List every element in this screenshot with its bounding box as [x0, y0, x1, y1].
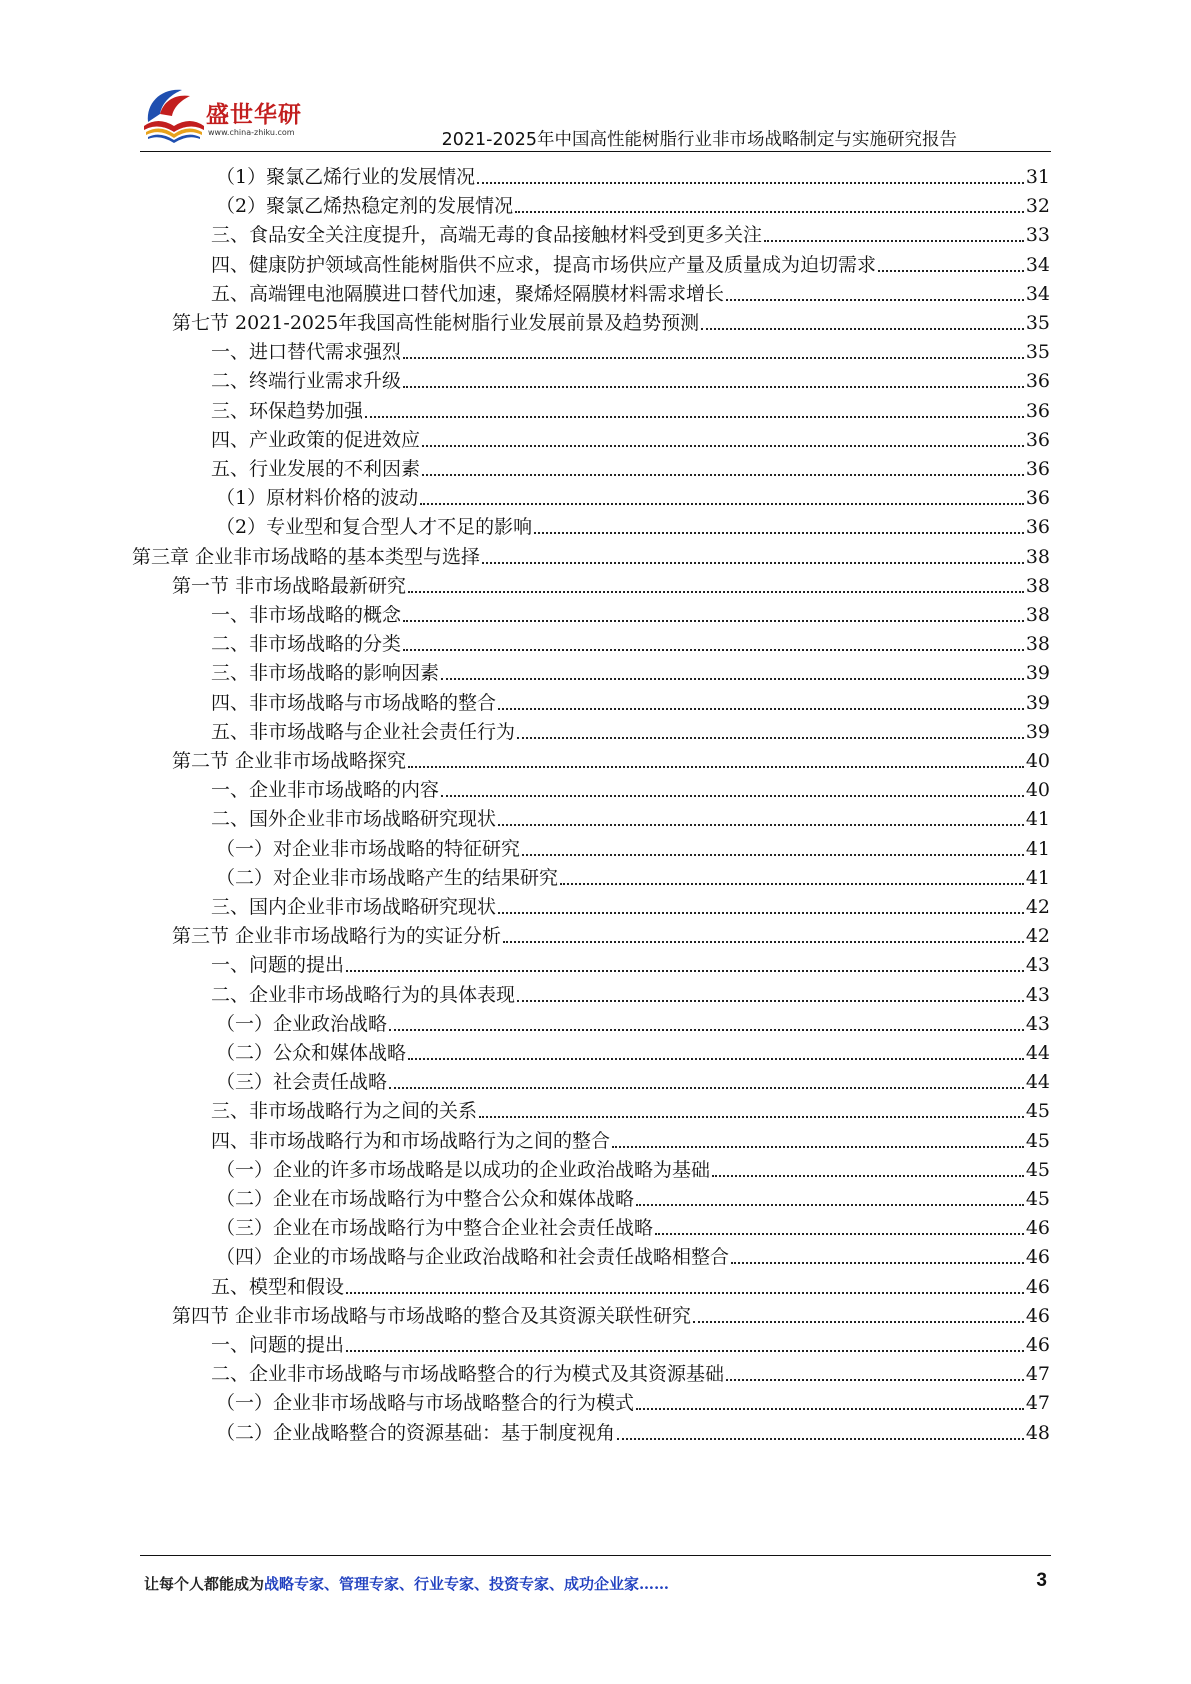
toc-entry-page: 46: [1025, 1217, 1050, 1240]
toc-dot-leader: [617, 1438, 1024, 1440]
toc-entry-label: （2）专业型和复合型人才不足的影响: [216, 516, 533, 539]
toc-dot-leader: [422, 474, 1024, 476]
toc-entry[interactable]: [172, 305, 1050, 335]
toc-entry-label: 三、国内企业非市场战略研究现状: [211, 896, 497, 918]
logo-name: 盛世华研: [206, 102, 302, 128]
logo-url: www.china-zhiku.com: [208, 128, 295, 137]
toc-entry[interactable]: [211, 626, 1050, 656]
toc-entry[interactable]: [211, 714, 1050, 744]
footer-divider: [140, 1555, 1051, 1556]
toc-entry-label: 一、企业非市场战略的内容: [211, 779, 440, 802]
toc-dot-leader: [441, 678, 1024, 680]
toc-dot-leader: [878, 270, 1024, 272]
toc-dot-leader: [403, 357, 1024, 359]
toc-dot-leader: [408, 1058, 1024, 1060]
toc-entry-label: （二）企业在市场战略行为中整合公众和媒体战略: [216, 1188, 635, 1210]
toc-entry[interactable]: [211, 685, 1050, 715]
toc-dot-leader: [346, 1350, 1024, 1352]
toc-entry[interactable]: [211, 363, 1050, 393]
toc-dot-leader: [764, 240, 1024, 242]
toc-entry-page: 42: [1025, 925, 1050, 948]
toc-entry-page: 45: [1025, 1100, 1050, 1123]
toc-entry-page: 48: [1025, 1421, 1050, 1444]
toc-dot-leader: [726, 1379, 1024, 1381]
toc-entry[interactable]: [211, 947, 1050, 977]
toc-dot-leader: [612, 1146, 1024, 1148]
toc-entry[interactable]: [211, 977, 1050, 1007]
toc-entry-page: 43: [1025, 954, 1050, 977]
toc-entry-label: 第三章 企业非市场战略的基本类型与选择: [132, 545, 481, 568]
toc-entry-page: 45: [1025, 1129, 1050, 1152]
toc-entry-label: 四、非市场战略行为和市场战略行为之间的整合: [211, 1129, 611, 1152]
toc-entry[interactable]: [216, 1239, 1050, 1269]
toc-entry-label: 第四节 企业非市场战略与市场战略的整合及其资源关联性研究: [172, 1304, 692, 1327]
toc-entry-page: 39: [1025, 662, 1050, 685]
toc-entry-page: 40: [1025, 779, 1050, 802]
toc-entry-label: 三、环保趋势加强: [211, 399, 364, 422]
toc-entry-page: 36: [1025, 458, 1050, 480]
toc-entry[interactable]: [211, 276, 1050, 306]
toc-entry[interactable]: [211, 1269, 1050, 1299]
toc-dot-leader: [408, 766, 1024, 768]
toc-dot-leader: [346, 1292, 1024, 1294]
toc-dot-leader: [701, 328, 1024, 330]
toc-entry[interactable]: [211, 1327, 1050, 1357]
toc-entry[interactable]: [211, 393, 1050, 423]
toc-dot-leader: [636, 1408, 1024, 1410]
toc-entry[interactable]: [132, 539, 1050, 569]
toc-entry-page: 36: [1025, 516, 1050, 539]
toc-entry[interactable]: [216, 831, 1050, 861]
toc-entry-page: 36: [1025, 370, 1050, 393]
toc-entry[interactable]: [216, 480, 1050, 510]
toc-entry-label: 二、国外企业非市场战略研究现状: [211, 808, 497, 831]
toc-dot-leader: [726, 299, 1024, 301]
toc-entry[interactable]: [211, 889, 1050, 919]
toc-dot-leader: [498, 912, 1024, 914]
toc-dot-leader: [482, 562, 1024, 564]
toc-entry-page: 44: [1025, 1071, 1050, 1094]
toc-entry-page: 39: [1025, 720, 1050, 743]
toc-entry[interactable]: [216, 188, 1050, 218]
toc-entry-page: 31: [1025, 166, 1050, 188]
toc-entry-page: 38: [1025, 545, 1050, 568]
toc-entry[interactable]: [216, 1415, 1050, 1445]
toc-dot-leader: [534, 532, 1024, 534]
toc-entry[interactable]: [216, 1210, 1050, 1240]
toc-entry[interactable]: [211, 1356, 1050, 1386]
toc-entry-page: 33: [1025, 224, 1050, 247]
toc-entry[interactable]: [172, 1298, 1050, 1328]
toc-entry[interactable]: [211, 334, 1050, 364]
toc-entry-label: 一、问题的提出: [211, 1334, 345, 1356]
toc-entry[interactable]: [211, 597, 1050, 627]
toc-dot-leader: [403, 620, 1024, 622]
toc-entry-page: 45: [1025, 1188, 1050, 1210]
toc-dot-leader: [441, 795, 1024, 797]
toc-dot-leader: [693, 1321, 1024, 1323]
toc-entry-label: （二）对企业非市场战略产生的结果研究: [216, 866, 559, 889]
footer-slogan: [144, 1573, 669, 1594]
toc-dot-leader: [731, 1262, 1024, 1264]
toc-entry-label: （一）企业政治战略: [216, 1012, 388, 1035]
toc-entry[interactable]: [216, 860, 1050, 890]
toc-entry-page: 34: [1025, 282, 1050, 305]
toc-dot-leader: [498, 824, 1024, 826]
toc-entry-label: （1）聚氯乙烯行业的发展情况: [216, 166, 476, 188]
toc-entry-page: 43: [1025, 983, 1050, 1006]
toc-entry-label: 二、企业非市场战略行为的具体表现: [211, 983, 516, 1006]
toc-entry-label: （一）企业的许多市场战略是以成功的企业政治战略为基础: [216, 1158, 711, 1181]
toc-entry-page: 46: [1025, 1304, 1050, 1327]
toc-entry[interactable]: [172, 918, 1050, 948]
toc-dot-leader: [712, 1175, 1024, 1177]
company-logo: [140, 82, 310, 147]
toc-entry-page: 36: [1025, 487, 1050, 510]
toc-entry-page: 38: [1025, 604, 1050, 626]
toc-dot-leader: [403, 649, 1024, 651]
toc-entry[interactable]: [216, 1385, 1050, 1415]
toc-dot-leader: [422, 445, 1024, 447]
toc-entry-label: （2）聚氯乙烯热稳定剂的发展情况: [216, 195, 514, 218]
toc-dot-leader: [365, 416, 1024, 418]
toc-entry[interactable]: [216, 1181, 1050, 1211]
toc-entry-label: 四、非市场战略与市场战略的整合: [211, 691, 497, 714]
toc-entry-page: 46: [1025, 1246, 1050, 1269]
toc-entry[interactable]: [216, 159, 1050, 189]
toc-entry-page: 36: [1025, 428, 1050, 451]
toc-entry[interactable]: [211, 451, 1050, 481]
toc-entry-label: 四、产业政策的促进效应: [211, 428, 421, 451]
toc-entry-page: 42: [1025, 896, 1050, 918]
toc-entry-page: 40: [1025, 750, 1050, 772]
toc-entry-page: 38: [1025, 574, 1050, 597]
toc-dot-leader: [517, 1000, 1024, 1002]
toc-entry-label: （四）企业的市场战略与企业政治战略和社会责任战略相整合: [216, 1246, 730, 1269]
page-header: [0, 0, 1191, 150]
slogan-highlight: 战略专家、管理专家、行业专家、投资专家、成功企业家……: [264, 1575, 670, 1593]
toc-entry-page: 35: [1025, 341, 1050, 364]
toc-entry-label: （二）公众和媒体战略: [216, 1042, 407, 1064]
toc-entry-label: 一、问题的提出: [211, 954, 345, 977]
toc-entry-page: 41: [1025, 808, 1050, 831]
toc-entry-label: （一）企业非市场战略与市场战略整合的行为模式: [216, 1392, 635, 1415]
toc-entry-page: 32: [1025, 195, 1050, 218]
toc-entry[interactable]: [211, 655, 1050, 685]
toc-entry-label: 二、终端行业需求升级: [211, 370, 402, 393]
toc-dot-leader: [346, 970, 1024, 972]
toc-entry-label: 五、非市场战略与企业社会责任行为: [211, 720, 516, 743]
toc-entry-label: 二、企业非市场战略与市场战略整合的行为模式及其资源基础: [211, 1363, 725, 1386]
toc-dot-leader: [515, 211, 1024, 213]
toc-entry-label: （三）企业在市场战略行为中整合企业社会责任战略: [216, 1217, 654, 1240]
toc-dot-leader: [503, 941, 1024, 943]
toc-entry-label: 三、非市场战略的影响因素: [211, 662, 440, 685]
toc-entry-label: 五、模型和假设: [211, 1275, 345, 1298]
toc-entry-page: 47: [1025, 1363, 1050, 1386]
toc-dot-leader: [655, 1233, 1024, 1235]
toc-entry-label: 第三节 企业非市场战略行为的实证分析: [172, 925, 502, 948]
toc-dot-leader: [522, 854, 1024, 856]
toc-dot-leader: [517, 737, 1024, 739]
toc-entry-label: 二、非市场战略的分类: [211, 633, 402, 656]
header-divider: [140, 151, 1051, 152]
toc-entry[interactable]: [211, 801, 1050, 831]
toc-entry-label: 第七节 2021-2025年我国高性能树脂行业发展前景及趋势预测: [172, 312, 700, 334]
toc-entry-label: 五、高端锂电池隔膜进口替代加速，聚烯烃隔膜材料需求增长: [211, 282, 725, 305]
toc-entry-label: 五、行业发展的不利因素: [211, 458, 421, 480]
toc-entry-page: 45: [1025, 1158, 1050, 1181]
toc-entry-page: 43: [1025, 1012, 1050, 1035]
toc-dot-leader: [389, 1087, 1024, 1089]
toc-entry[interactable]: [216, 1035, 1050, 1065]
toc-entry[interactable]: [211, 1123, 1050, 1153]
toc-entry-label: （二）企业战略整合的资源基础：基于制度视角: [216, 1421, 616, 1444]
page-number: 3: [1036, 1570, 1047, 1591]
toc-entry-label: 一、非市场战略的概念: [211, 604, 402, 626]
toc-dot-leader: [636, 1204, 1024, 1206]
slogan-prefix: 让每个人都能成为: [144, 1575, 265, 1593]
toc-entry-label: 三、非市场战略行为之间的关系: [211, 1100, 478, 1123]
toc-entry[interactable]: [211, 422, 1050, 452]
toc-entry-page: 41: [1025, 837, 1050, 860]
toc-entry-label: 三、食品安全关注度提升，高端无毒的食品接触材料受到更多关注: [211, 224, 763, 247]
toc-entry-page: 46: [1025, 1275, 1050, 1298]
toc-entry-label: 第二节 企业非市场战略探究: [172, 750, 407, 772]
toc-entry-label: （三）社会责任战略: [216, 1071, 388, 1094]
toc-entry-page: 35: [1025, 312, 1050, 334]
toc-entry-page: 36: [1025, 399, 1050, 422]
toc-entry-label: （1）原材料价格的波动: [216, 487, 419, 510]
toc-entry[interactable]: [216, 1152, 1050, 1182]
report-title: 2021-2025年中国高性能树脂行业非市场战略制定与实施研究报告: [441, 130, 957, 150]
toc-dot-leader: [477, 182, 1024, 184]
toc-entry-label: 第一节 非市场战略最新研究: [172, 574, 407, 597]
toc-entry-label: 一、进口替代需求强烈: [211, 341, 402, 364]
toc-dot-leader: [498, 708, 1024, 710]
toc-entry-page: 47: [1025, 1392, 1050, 1415]
logo-emblem-icon: [140, 82, 210, 144]
toc-entry[interactable]: [211, 247, 1050, 277]
toc-entry[interactable]: [211, 1093, 1050, 1123]
toc-dot-leader: [479, 1116, 1024, 1118]
toc-dot-leader: [560, 883, 1024, 885]
toc-entry-page: 39: [1025, 691, 1050, 714]
toc-entry-page: 41: [1025, 866, 1050, 889]
toc-entry-label: （一）对企业非市场战略的特征研究: [216, 837, 521, 860]
toc-dot-leader: [408, 591, 1024, 593]
toc-entry[interactable]: [172, 568, 1050, 598]
toc-dot-leader: [389, 1029, 1024, 1031]
toc-dot-leader: [420, 503, 1024, 505]
toc-entry[interactable]: [216, 1006, 1050, 1036]
toc-dot-leader: [403, 386, 1024, 388]
toc-entry[interactable]: [216, 509, 1050, 539]
toc-entry[interactable]: [211, 217, 1050, 247]
toc-entry-page: 46: [1025, 1334, 1050, 1356]
toc-entry[interactable]: [211, 772, 1050, 802]
toc-entry-page: 34: [1025, 253, 1050, 276]
toc-entry-page: 44: [1025, 1042, 1050, 1064]
toc-entry-page: 38: [1025, 633, 1050, 656]
toc-entry-label: 四、健康防护领域高性能树脂供不应求，提高市场供应产量及质量成为迫切需求: [211, 253, 877, 276]
toc-entry[interactable]: [216, 1064, 1050, 1094]
toc-entry[interactable]: [172, 743, 1050, 773]
